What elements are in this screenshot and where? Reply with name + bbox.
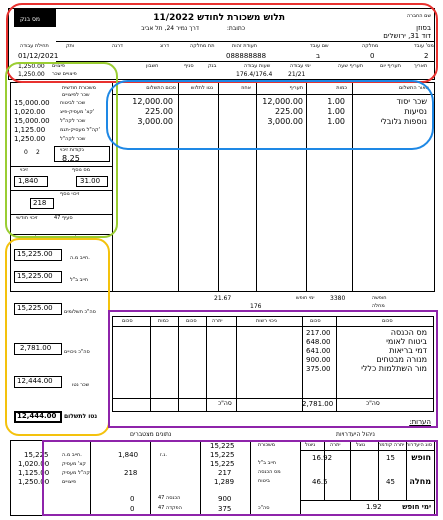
col-account: חשבון — [146, 63, 159, 69]
ded-col-label-6: סכום — [382, 318, 393, 324]
col-dept: מחלקה — [362, 43, 379, 49]
pay-col-rate: תעריף — [289, 85, 303, 91]
address: דרך נמיר 24, תל אביב — [141, 25, 199, 32]
mid-strip-b: 3380 — [330, 295, 346, 302]
summary-val-2: 15,225.00 — [17, 272, 53, 280]
left-val-4: 1,125.00 — [14, 126, 46, 134]
black-box-label: מס בנק — [20, 16, 41, 23]
abs-prev-2: 45 — [386, 478, 395, 486]
address-label: כתובת: — [226, 25, 245, 32]
summary-label-3: סה"כ תשלומים — [64, 309, 96, 315]
ded-col-label-3: סכום — [186, 318, 197, 324]
highlight-blue — [106, 80, 434, 150]
small-label-2: מס נוסף — [72, 167, 91, 173]
highlight-green — [5, 62, 118, 238]
abs-a-1: 16.92 — [312, 454, 333, 462]
ded-total-label-2: סה"כ — [218, 400, 232, 407]
col-subdept: תת מחלקה — [190, 43, 215, 49]
col-emp-no: מס' עובד — [414, 43, 434, 49]
abs-a-2: 46.5 — [312, 478, 328, 486]
small-label-1: זיכוי — [20, 167, 28, 173]
highlight-purple-lower — [42, 440, 438, 516]
ded-label-4: מנורה מבטחים — [376, 355, 427, 364]
points-label: נקודות זיכוי — [60, 147, 84, 153]
employer-label: שם החברה — [407, 13, 431, 19]
ded-val-4: 900.00 — [306, 356, 331, 364]
notes-label: הערות: — [409, 418, 431, 426]
cum2-val-1: 1,840 — [118, 451, 139, 459]
summary-label-2: חייב ב"ל — [70, 277, 89, 283]
mid-label-2: חופשה — [372, 295, 387, 301]
val-hours: 176.4/176.4 — [236, 71, 273, 78]
col-id: תעודת זהות — [232, 43, 258, 49]
small-label-3: זיכוי נוסף — [60, 191, 80, 197]
val-emp-no: 2 — [424, 52, 429, 60]
abs-type-1: חופש — [411, 453, 431, 462]
pay-desc-3: נוספות גלובלי — [380, 117, 427, 126]
col-work-hours: שעות עבודה — [244, 63, 271, 69]
cum-extra-3: הפקדה 47 — [158, 505, 182, 511]
left-val-3: 15,000.00 — [14, 117, 50, 125]
summary-label-6: נטו לתשלום — [64, 413, 98, 420]
col-date: תאריך — [414, 63, 428, 69]
mid-strip-a: 21.67 — [214, 295, 232, 302]
pay-rate-1: 12,000.00 — [262, 97, 303, 106]
pay-rate-2: 225.00 — [275, 107, 303, 116]
left-val-5: 1,250.00 — [14, 135, 46, 143]
ded-total: 2,781.00 — [302, 400, 334, 408]
cum1-label-1: חייב מ.ה. — [62, 452, 82, 458]
pay-rate-3: 3,000.00 — [267, 117, 303, 126]
col-bank: בנק — [208, 63, 217, 69]
summary-val-4: 2,781.00 — [20, 344, 52, 352]
col-emp-name: שם עובד — [310, 43, 329, 49]
ded-label-3: דמי בריאות — [389, 346, 427, 355]
val-days: 21/21 — [288, 71, 306, 78]
left-label-5: שכר לקה"ל — [60, 136, 86, 142]
small-label-5: זיכוי חודשי — [16, 215, 38, 221]
left-top-label-1: משכורת חודשית — [62, 85, 96, 91]
summary-label-4: סה"כ ניכויים — [64, 349, 90, 355]
pay-qty-2: 1.00 — [327, 107, 345, 116]
cum2-val-2: 218 — [124, 469, 138, 477]
col-branch: סניף — [184, 63, 194, 69]
cum3-val-2: 15,225 — [210, 460, 235, 468]
cum3-val-3: 217 — [218, 469, 232, 477]
pay-amount-1: 12,000.00 — [132, 97, 173, 106]
mid-label-1: ימי חופש — [296, 295, 315, 301]
summary-val-5: 12,444.00 — [17, 377, 53, 385]
cum3-foot-2: 375 — [218, 505, 232, 513]
pay-col-qty: כמות — [336, 85, 347, 91]
ded-col-label-4: כמות — [158, 318, 169, 324]
col-day-rate: תעריף יום — [380, 63, 401, 69]
ded-label-1: מס הכנסה — [390, 328, 427, 337]
cum1-label-4: פיצויים — [62, 479, 77, 485]
summary-val-6: 12,444.00 — [17, 412, 57, 420]
left-label-2: קצ' מעסיק-פיצ' — [60, 109, 95, 115]
cum3-foot-1: 900 — [218, 495, 232, 503]
summary-val-3: 15,225.00 — [17, 304, 53, 312]
absence-days-val: 1.92 — [366, 503, 382, 511]
left-label-1: שכר לביטוח — [60, 100, 86, 106]
col-start: תחילת עבודה — [20, 43, 49, 49]
ded-val-3: 641.00 — [306, 347, 331, 355]
cum3-head: 15,225 — [210, 442, 235, 450]
cum3-label-4: ביטוח — [258, 478, 270, 484]
ded-total-label: סה"כ — [366, 400, 380, 407]
left-val-2: 1,020.00 — [14, 108, 46, 116]
left-top-label-2: שכר לפיצויים — [62, 92, 90, 98]
val-start: 01/12/2021 — [18, 52, 59, 60]
pay-col-pct: אחוז — [241, 85, 251, 91]
cum1-label-2: קצ' מעסיק — [62, 461, 86, 467]
col-rank: דרוג — [160, 43, 169, 49]
cum-extra-4: סה"כ — [258, 505, 270, 511]
cum2-foot-1: 0 — [130, 495, 135, 503]
summary-label-1: חייב מ.ה. — [70, 255, 90, 261]
pay-col-net: נטו לתלוש — [190, 85, 213, 91]
ded-col-label-2: ניכוי רשות — [256, 318, 277, 324]
cum2-foot-2: 0 — [130, 505, 135, 513]
ded-val-2: 648.00 — [306, 338, 331, 346]
points-value: 8.25 — [62, 154, 80, 163]
summary-val-1: 15,225.00 — [17, 250, 53, 258]
cum3-label-1: משכורת — [258, 442, 276, 448]
ded-col-label-1: סכום — [122, 318, 133, 324]
abs-col-label-5: ניצול — [305, 442, 316, 448]
cum3-val-4: 1,289 — [214, 478, 235, 486]
mid-strip-c: 176 — [250, 303, 262, 310]
employer-line-2: דוד 31, ירושלים — [383, 32, 431, 40]
cum-extra-2: הכנסה 47 — [158, 495, 181, 501]
ded-label-5: מור השתלמות כללי — [361, 364, 427, 373]
val-emp-name: ב — [316, 52, 321, 60]
side-top-val-1: 1,250.00 — [18, 63, 45, 70]
cum1-val-2: 1,020.00 — [18, 460, 50, 468]
pay-col-desc: תאור התשלום — [398, 85, 429, 91]
pay-qty-1: 1.00 — [327, 97, 345, 106]
pay-desc-2: נסיעות — [404, 107, 427, 116]
v3100: 31.00 — [80, 177, 101, 185]
mini-2: 0 — [24, 149, 28, 156]
cum3-val-1: 15,225 — [210, 451, 235, 459]
ded-val-1: 217.00 — [306, 329, 331, 337]
cum3-label-2: חייב ב"ל — [258, 460, 277, 466]
pay-qty-3: 1.00 — [327, 117, 345, 126]
cum3-label-3: מס הכנסה — [258, 469, 281, 475]
pay-col-sum: סכום התשלום — [146, 85, 176, 91]
side-top-val-2: 1,250.00 — [18, 71, 45, 78]
mini-1: 2 — [36, 149, 40, 156]
small-label-6: מ.ה. לזכוי — [28, 235, 50, 241]
cum1-val-4: 1,250.00 — [18, 478, 50, 486]
abs-col-label-2: יתרה קודמת — [378, 442, 405, 448]
col-work-days: ימי עבודה — [290, 63, 311, 69]
side-top-label-2: פיצויים שכר — [52, 71, 77, 77]
pay-desc-1: שכר יסוד — [396, 97, 427, 106]
payslip-title: תלוש משכורת לחודש 11/2022 — [153, 13, 285, 23]
pay-amount-3: 3,000.00 — [137, 117, 173, 126]
mid-label-3: מחלה — [372, 303, 385, 309]
ded-label-2: ביטוח לאומי — [386, 337, 427, 346]
side-top-label-1: פיצוים — [52, 63, 66, 69]
absence-days-label: ימי חופש — [402, 503, 431, 511]
val-dept: 0 — [370, 52, 375, 60]
ded-val-5: 375.00 — [306, 365, 331, 373]
cum-extra-1: נ.ז. — [160, 452, 167, 458]
employer-line-1: בסוזן — [416, 24, 431, 32]
abs-prev-1: 15 — [386, 454, 395, 462]
small-label-7: מ.ה. שלי — [74, 235, 93, 241]
cum1-val-1: 15,225 — [24, 451, 49, 459]
left-label-3: שכר לקה"ל — [60, 118, 86, 124]
highlight-yellow — [5, 235, 110, 436]
v1840: 1,840 — [18, 177, 39, 185]
absence-title: ניהול היעדרויות — [336, 431, 375, 438]
ded-head: סכום — [310, 318, 321, 324]
pay-amount-2: 225.00 — [145, 107, 173, 116]
v218: 218 — [33, 199, 47, 207]
col-grade: דרגה — [112, 43, 123, 49]
cum1-val-3: 1,125.00 — [18, 469, 50, 477]
ded-col-label-5: יתרה — [212, 318, 223, 324]
abs-col-label-3: נוצל — [356, 442, 366, 448]
val-id: 088888888 — [226, 52, 267, 60]
abs-type-2: מחלה — [409, 477, 431, 486]
col-seniority: ותק — [66, 43, 75, 49]
left-val-1: 15,000.00 — [14, 99, 50, 107]
abs-col-label-4: יתרה — [330, 442, 341, 448]
col-hour-rate: תעריף שעה — [338, 63, 364, 69]
left-label-4: קה"ל מעסיק-תגמ' — [60, 127, 100, 133]
small-label-4: סעיף 47 — [54, 215, 73, 221]
highlight-purple-upper — [108, 310, 438, 428]
cum1-label-3: קה"ל מעסיק — [62, 470, 90, 476]
summary-label-5: שכר נטו — [72, 382, 90, 388]
abs-col-label-1: סוג היעדרות — [406, 442, 432, 448]
cumulative-title: נתונים מצטברים — [130, 431, 172, 438]
